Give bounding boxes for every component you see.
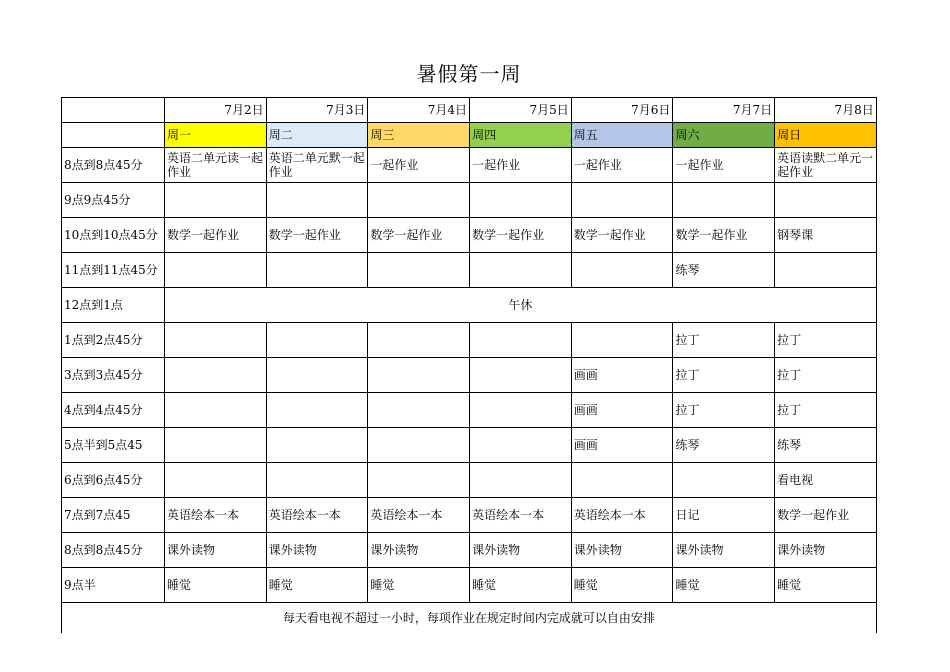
activity-cell[interactable] bbox=[368, 253, 470, 288]
table-row bbox=[62, 148, 877, 183]
date-cell[interactable]: 7月8日 bbox=[775, 98, 877, 123]
activity-cell[interactable] bbox=[470, 253, 572, 288]
activity-cell[interactable] bbox=[673, 463, 775, 498]
activity-cell[interactable]: 睡觉 bbox=[673, 568, 775, 603]
table-row bbox=[62, 183, 877, 218]
date-cell[interactable]: 7月7日 bbox=[673, 98, 775, 123]
activity-cell[interactable]: 钢琴课 bbox=[775, 218, 877, 253]
time-slot-cell[interactable]: 9点9点45分 bbox=[62, 183, 165, 218]
corner-cell[interactable] bbox=[62, 98, 165, 123]
activity-cell[interactable] bbox=[165, 253, 267, 288]
activity-cell[interactable] bbox=[266, 428, 368, 463]
activity-cell[interactable]: 睡觉 bbox=[165, 568, 267, 603]
activity-cell[interactable]: 英语绘本一本 bbox=[165, 498, 267, 533]
activity-cell[interactable]: 画画 bbox=[571, 428, 673, 463]
date-cell[interactable]: 7月4日 bbox=[368, 98, 470, 123]
activity-cell[interactable] bbox=[571, 253, 673, 288]
table-row bbox=[62, 323, 877, 358]
activity-cell[interactable]: 课外读物 bbox=[775, 533, 877, 568]
activity-cell[interactable]: 英语二单元默一起作业 bbox=[266, 148, 368, 183]
activity-cell[interactable]: 一起作业 bbox=[673, 148, 775, 183]
table-row bbox=[62, 393, 877, 428]
activity-cell[interactable] bbox=[266, 393, 368, 428]
activity-cell[interactable]: 拉丁 bbox=[775, 323, 877, 358]
activity-cell[interactable] bbox=[775, 183, 877, 218]
activity-cell[interactable]: 数学一起作业 bbox=[470, 218, 572, 253]
activity-cell[interactable] bbox=[266, 358, 368, 393]
weekday-cell[interactable]: 周五 bbox=[571, 123, 673, 148]
date-cell[interactable]: 7月2日 bbox=[165, 98, 267, 123]
activity-cell[interactable]: 英语绘本一本 bbox=[571, 498, 673, 533]
activity-cell[interactable]: 数学一起作业 bbox=[266, 218, 368, 253]
activity-cell[interactable]: 一起作业 bbox=[470, 148, 572, 183]
time-slot-cell[interactable]: 7点到7点45 bbox=[62, 498, 165, 533]
activity-cell[interactable] bbox=[368, 183, 470, 218]
weekday-cell[interactable]: 周日 bbox=[775, 123, 877, 148]
activity-cell[interactable]: 睡觉 bbox=[368, 568, 470, 603]
activity-cell[interactable]: 数学一起作业 bbox=[368, 218, 470, 253]
date-cell[interactable]: 7月3日 bbox=[266, 98, 368, 123]
page-title: 暑假第一周 bbox=[416, 62, 522, 86]
activity-cell[interactable] bbox=[368, 463, 470, 498]
activity-cell[interactable]: 练琴 bbox=[673, 253, 775, 288]
time-slot-cell[interactable]: 12点到1点 bbox=[62, 288, 165, 323]
activity-cell[interactable] bbox=[470, 393, 572, 428]
activity-cell[interactable] bbox=[571, 323, 673, 358]
time-slot-cell[interactable]: 5点半到5点45 bbox=[62, 428, 165, 463]
activity-cell[interactable]: 睡觉 bbox=[470, 568, 572, 603]
table-row bbox=[62, 428, 877, 463]
activity-cell[interactable]: 英语绘本一本 bbox=[266, 498, 368, 533]
activity-cell[interactable]: 一起作业 bbox=[368, 148, 470, 183]
activity-cell[interactable]: 课外读物 bbox=[368, 533, 470, 568]
activity-cell[interactable]: 英语绘本一本 bbox=[368, 498, 470, 533]
activity-cell[interactable] bbox=[368, 428, 470, 463]
activity-cell[interactable]: 课外读物 bbox=[571, 533, 673, 568]
activity-cell[interactable]: 睡觉 bbox=[571, 568, 673, 603]
time-slot-cell[interactable]: 8点到8点45分 bbox=[62, 148, 165, 183]
date-cell[interactable]: 7月6日 bbox=[571, 98, 673, 123]
activity-cell[interactable]: 英语读默二单元一起作业 bbox=[775, 148, 877, 183]
table-row bbox=[62, 463, 877, 498]
note-cell: 每天看电视不超过一小时，每项作业在规定时间内完成就可以自由安排 bbox=[62, 603, 877, 634]
table-row bbox=[62, 498, 877, 533]
activity-cell[interactable]: 课外读物 bbox=[165, 533, 267, 568]
time-slot-cell[interactable]: 4点到4点45分 bbox=[62, 393, 165, 428]
table-row bbox=[62, 568, 877, 603]
table-row bbox=[62, 253, 877, 288]
weekday-cell[interactable]: 周三 bbox=[368, 123, 470, 148]
activity-cell[interactable] bbox=[266, 183, 368, 218]
activity-cell[interactable] bbox=[165, 428, 267, 463]
time-slot-cell[interactable]: 11点到11点45分 bbox=[62, 253, 165, 288]
activity-cell[interactable] bbox=[368, 323, 470, 358]
activity-cell[interactable]: 练琴 bbox=[775, 428, 877, 463]
time-slot-cell[interactable]: 10点到10点45分 bbox=[62, 218, 165, 253]
activity-cell[interactable]: 睡觉 bbox=[266, 568, 368, 603]
activity-cell[interactable]: 拉丁 bbox=[775, 393, 877, 428]
activity-cell[interactable]: 课外读物 bbox=[673, 533, 775, 568]
weekday-cell[interactable]: 周四 bbox=[470, 123, 572, 148]
activity-cell[interactable] bbox=[165, 463, 267, 498]
activity-cell[interactable] bbox=[571, 463, 673, 498]
activity-cell[interactable]: 数学一起作业 bbox=[775, 498, 877, 533]
activity-cell[interactable] bbox=[470, 358, 572, 393]
corner-cell[interactable] bbox=[62, 123, 165, 148]
activity-cell[interactable]: 数学一起作业 bbox=[165, 218, 267, 253]
date-header-row bbox=[62, 98, 877, 123]
table-row bbox=[62, 288, 877, 323]
schedule-table bbox=[61, 97, 877, 633]
activity-cell[interactable] bbox=[470, 183, 572, 218]
lunch-break-cell[interactable]: 午休 bbox=[165, 288, 877, 323]
activity-cell[interactable]: 拉丁 bbox=[775, 358, 877, 393]
activity-cell[interactable] bbox=[165, 358, 267, 393]
date-cell[interactable]: 7月5日 bbox=[470, 98, 572, 123]
activity-cell[interactable]: 英语二单元读一起作业 bbox=[165, 148, 267, 183]
activity-cell[interactable]: 拉丁 bbox=[673, 393, 775, 428]
activity-cell[interactable]: 课外读物 bbox=[470, 533, 572, 568]
activity-cell[interactable] bbox=[470, 323, 572, 358]
weekday-header-row bbox=[62, 123, 877, 148]
activity-cell[interactable]: 睡觉 bbox=[775, 568, 877, 603]
activity-cell[interactable] bbox=[470, 463, 572, 498]
activity-cell[interactable]: 拉丁 bbox=[673, 323, 775, 358]
table-row bbox=[62, 218, 877, 253]
activity-cell[interactable] bbox=[165, 323, 267, 358]
activity-cell[interactable] bbox=[368, 358, 470, 393]
activity-cell[interactable] bbox=[673, 183, 775, 218]
activity-cell[interactable]: 数学一起作业 bbox=[571, 218, 673, 253]
activity-cell[interactable]: 数学一起作业 bbox=[673, 218, 775, 253]
activity-cell[interactable]: 英语绘本一本 bbox=[470, 498, 572, 533]
time-slot-cell[interactable]: 9点半 bbox=[62, 568, 165, 603]
activity-cell[interactable]: 画画 bbox=[571, 358, 673, 393]
time-slot-cell[interactable]: 6点到6点45分 bbox=[62, 463, 165, 498]
table-row bbox=[62, 533, 877, 568]
activity-cell[interactable] bbox=[266, 463, 368, 498]
activity-cell[interactable] bbox=[571, 183, 673, 218]
activity-cell[interactable] bbox=[266, 323, 368, 358]
time-slot-cell[interactable]: 8点到8点45分 bbox=[62, 533, 165, 568]
weekday-cell[interactable]: 周二 bbox=[266, 123, 368, 148]
weekday-cell[interactable]: 周一 bbox=[165, 123, 267, 148]
activity-cell[interactable]: 日记 bbox=[673, 498, 775, 533]
activity-cell[interactable] bbox=[775, 253, 877, 288]
activity-cell[interactable] bbox=[165, 183, 267, 218]
table-row bbox=[62, 358, 877, 393]
note-row bbox=[62, 603, 877, 634]
activity-cell[interactable]: 画画 bbox=[571, 393, 673, 428]
weekday-cell[interactable]: 周六 bbox=[673, 123, 775, 148]
activity-cell[interactable] bbox=[368, 393, 470, 428]
activity-cell[interactable] bbox=[266, 253, 368, 288]
activity-cell[interactable] bbox=[165, 393, 267, 428]
time-slot-cell[interactable]: 1点到2点45分 bbox=[62, 323, 165, 358]
activity-cell[interactable]: 课外读物 bbox=[266, 533, 368, 568]
activity-cell[interactable]: 一起作业 bbox=[571, 148, 673, 183]
activity-cell[interactable]: 看电视 bbox=[775, 463, 877, 498]
activity-cell[interactable]: 练琴 bbox=[673, 428, 775, 463]
activity-cell[interactable] bbox=[470, 428, 572, 463]
activity-cell[interactable]: 拉丁 bbox=[673, 358, 775, 393]
time-slot-cell[interactable]: 3点到3点45分 bbox=[62, 358, 165, 393]
